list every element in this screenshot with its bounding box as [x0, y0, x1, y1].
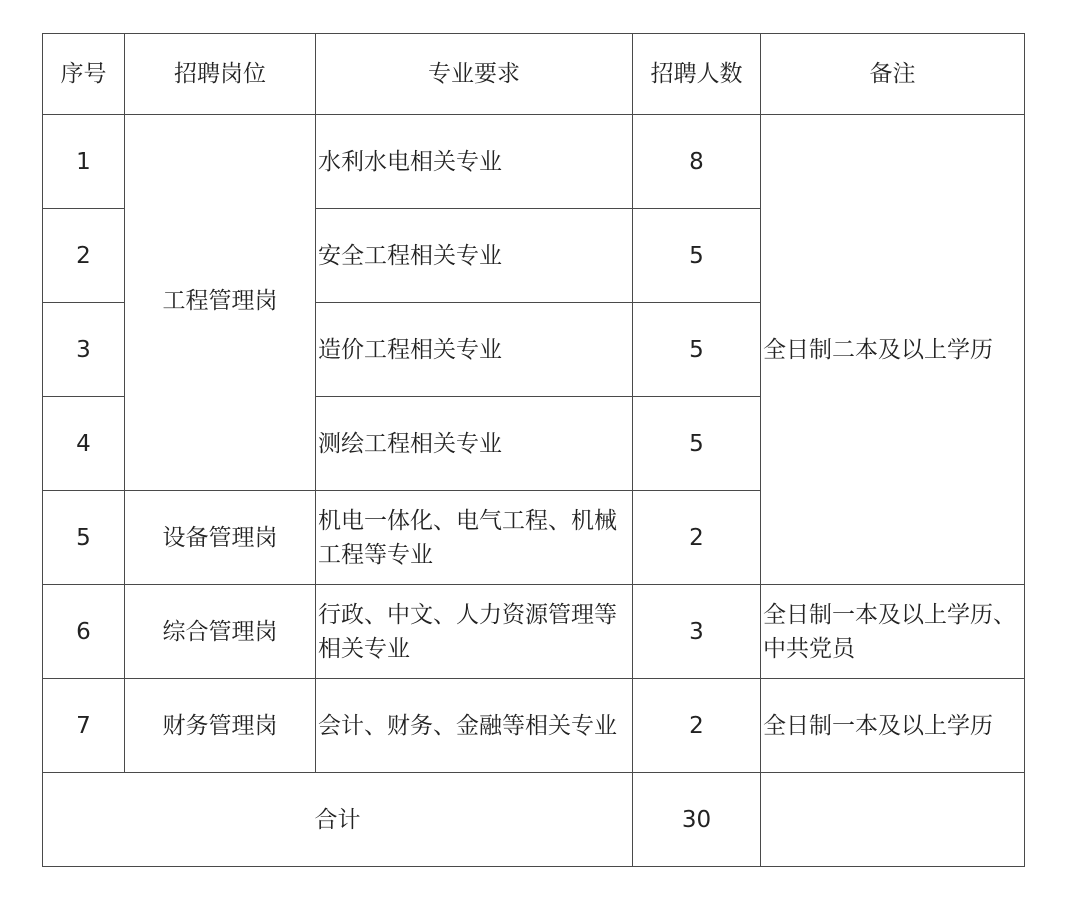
header-no: 序号	[43, 34, 125, 115]
row-no: 5	[43, 491, 125, 585]
header-note: 备注	[761, 34, 1025, 115]
header-count: 招聘人数	[633, 34, 761, 115]
row-position: 设备管理岗	[125, 491, 316, 585]
row-major: 水利水电相关专业	[316, 115, 633, 209]
row-count: 5	[633, 397, 761, 491]
header-position: 招聘岗位	[125, 34, 316, 115]
table-row	[43, 679, 1025, 773]
row-no: 2	[43, 209, 125, 303]
row-no: 1	[43, 115, 125, 209]
total-count: 30	[633, 773, 761, 867]
total-note	[761, 773, 1025, 867]
table-header-row	[43, 34, 1025, 115]
row-major: 安全工程相关专业	[316, 209, 633, 303]
recruitment-table	[42, 33, 1025, 867]
row-count: 2	[633, 679, 761, 773]
row-major: 行政、中文、人力资源管理等相关专业	[316, 585, 633, 679]
header-major: 专业要求	[316, 34, 633, 115]
total-label: 合计	[43, 773, 633, 867]
table-row	[43, 585, 1025, 679]
row-major: 测绘工程相关专业	[316, 397, 633, 491]
row-position: 工程管理岗	[125, 115, 316, 491]
row-count: 3	[633, 585, 761, 679]
row-major: 机电一体化、电气工程、机械工程等专业	[316, 491, 633, 585]
row-position: 综合管理岗	[125, 585, 316, 679]
row-count: 5	[633, 303, 761, 397]
row-count: 5	[633, 209, 761, 303]
row-major: 造价工程相关专业	[316, 303, 633, 397]
recruitment-table-container	[42, 33, 1025, 867]
row-no: 3	[43, 303, 125, 397]
row-major: 会计、财务、金融等相关专业	[316, 679, 633, 773]
row-count: 8	[633, 115, 761, 209]
row-position: 财务管理岗	[125, 679, 316, 773]
row-note: 全日制二本及以上学历	[761, 115, 1025, 585]
table-total-row	[43, 773, 1025, 867]
row-no: 6	[43, 585, 125, 679]
row-note: 全日制一本及以上学历、中共党员	[761, 585, 1025, 679]
table-row	[43, 115, 1025, 209]
row-count: 2	[633, 491, 761, 585]
row-note: 全日制一本及以上学历	[761, 679, 1025, 773]
row-no: 7	[43, 679, 125, 773]
row-no: 4	[43, 397, 125, 491]
